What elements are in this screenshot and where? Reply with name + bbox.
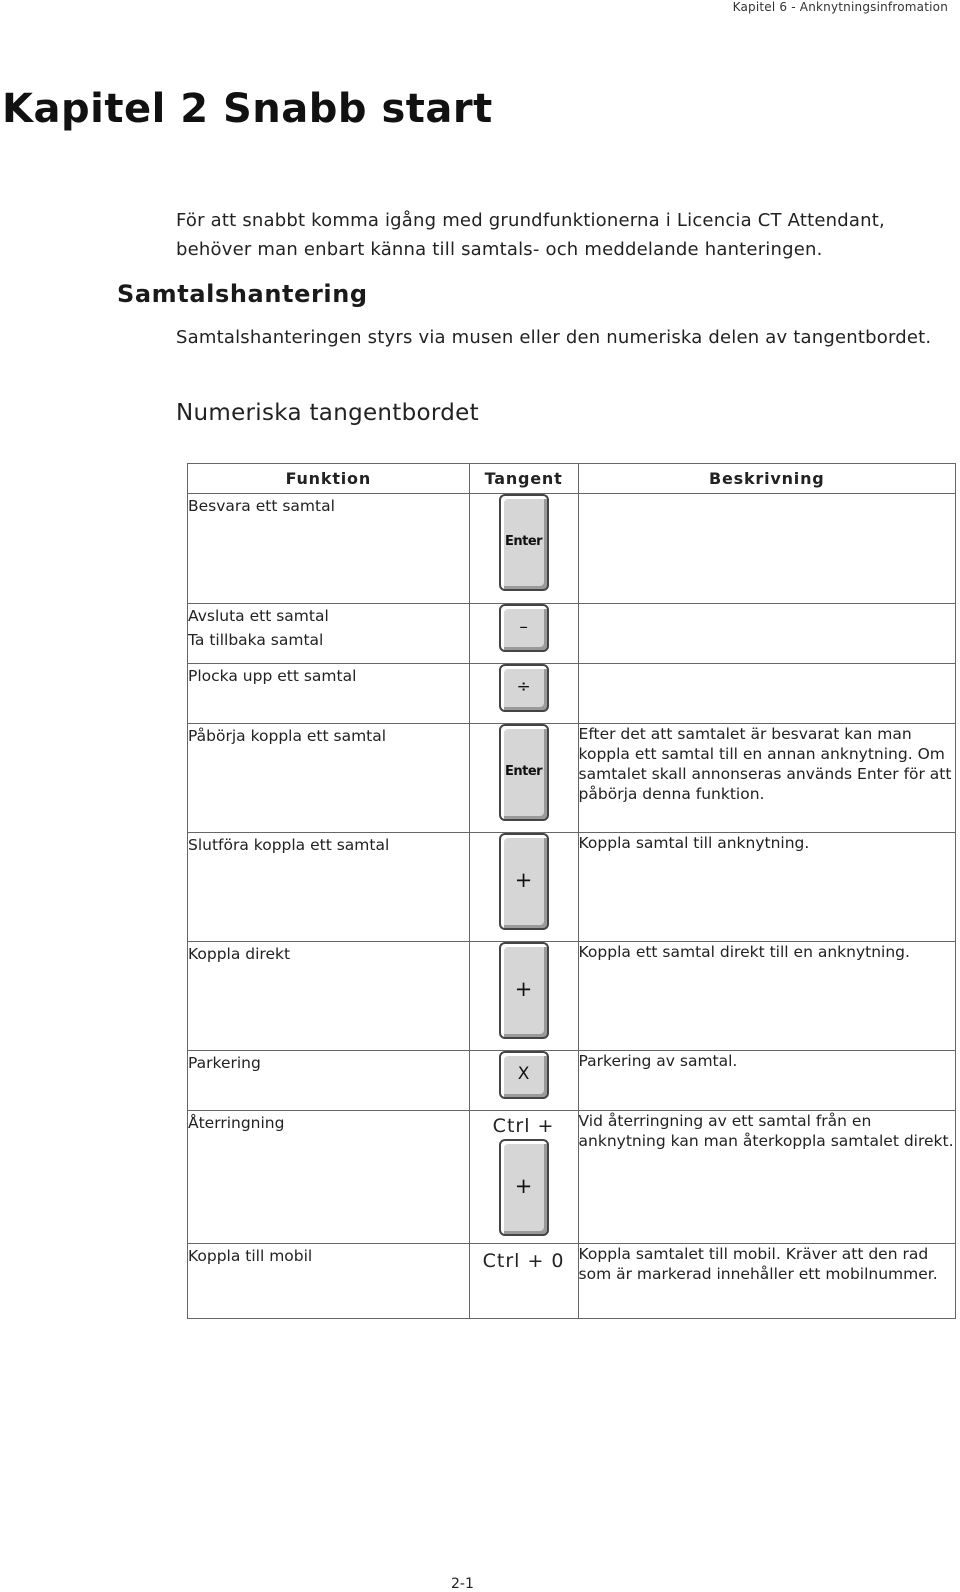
table-row: [188, 1244, 956, 1319]
running-header: Kapitel 6 - Anknytningsinfromation: [732, 0, 948, 14]
section-heading: Samtalshantering: [117, 280, 368, 308]
description-text: Parkering av samtal.: [578, 1052, 738, 1070]
function-label: Påbörja koppla ett samtal: [188, 727, 387, 745]
enter-key-icon: [499, 724, 549, 821]
enter-key-icon: [499, 494, 549, 591]
table-row: [188, 833, 956, 942]
description-cell: [578, 1111, 955, 1244]
description-text: Efter det att samtalet är besvarat kan man koppla ett samtal till en annan anknytning. Om samtalet skall annonseras används Enter för att påbörja denna funktion.: [578, 725, 952, 803]
table-row: [188, 1111, 956, 1244]
keypad-table: [187, 463, 956, 1319]
description-cell: [578, 1051, 955, 1111]
description-text: Koppla samtal till anknytning.: [578, 834, 810, 852]
function-label: Koppla till mobil: [188, 1247, 313, 1265]
key-cell: [469, 1244, 578, 1319]
function-cell: [188, 942, 470, 1051]
plus-key-icon: [499, 1139, 549, 1236]
key-label: Enter: [505, 764, 543, 779]
function-label: Plocka upp ett samtal: [188, 667, 357, 685]
plus-key-icon: [499, 833, 549, 930]
section-paragraph: Samtalshanteringen styrs via musen eller den numeriska delen av tangentbordet.: [176, 327, 932, 348]
table-row: [188, 664, 956, 724]
plus-key-icon: [499, 942, 549, 1039]
function-cell: [188, 664, 470, 724]
function-cell: [188, 494, 470, 604]
key-label: ÷: [516, 677, 531, 697]
key-label: +: [514, 1174, 533, 1198]
key-combo: Ctrl + 0: [482, 1250, 565, 1272]
header-description: Beskrivning: [578, 464, 955, 494]
page-number: 2-1: [451, 1576, 474, 1592]
description-cell: [578, 664, 955, 724]
description-text: Koppla ett samtal direkt till en anknytning.: [578, 943, 910, 961]
table-row: [188, 1051, 956, 1111]
table-row: [188, 494, 956, 604]
multiply-key-icon: [499, 1051, 549, 1099]
function-label: Slutföra koppla ett samtal: [188, 836, 390, 854]
function-cell: [188, 1111, 470, 1244]
chapter-title: Kapitel 2 Snabb start: [2, 86, 493, 132]
key-cell: [469, 833, 578, 942]
key-label: X: [517, 1064, 530, 1084]
function-label: Parkering: [188, 1054, 261, 1072]
table-header-row: [188, 464, 956, 494]
table-row: [188, 942, 956, 1051]
function-cell: [188, 724, 470, 833]
description-cell: [578, 1244, 955, 1319]
divide-key-icon: [499, 664, 549, 712]
table-row: [188, 724, 956, 833]
key-cell: [469, 942, 578, 1051]
function-label: Avsluta ett samtal: [188, 607, 329, 625]
key-cell: [469, 604, 578, 664]
intro-paragraph: För att snabbt komma igång med grundfunktionerna i Licencia CT Attendant, behöver man enbart känna till samtals- och meddelande hanteringen.: [176, 210, 885, 260]
function-label-secondary: Ta tillbaka samtal: [188, 631, 324, 649]
function-label: Koppla direkt: [188, 945, 291, 963]
description-cell: [578, 604, 955, 664]
description-text: Vid återringning av ett samtal från en anknytning kan man återkoppla samtalet direkt.: [578, 1112, 954, 1150]
header-function: Funktion: [188, 464, 470, 494]
function-label: Återringning: [188, 1114, 285, 1132]
key-label: +: [514, 868, 533, 892]
key-cell: [469, 664, 578, 724]
description-cell: [578, 494, 955, 604]
minus-key-icon: [499, 604, 549, 652]
header-key: Tangent: [469, 464, 578, 494]
description-text: Koppla samtalet till mobil. Kräver att den rad som är markerad innehåller ett mobilnummer.: [578, 1245, 938, 1283]
function-cell: [188, 1244, 470, 1319]
description-cell: [578, 942, 955, 1051]
key-label: Enter: [505, 534, 543, 549]
function-cell: [188, 833, 470, 942]
key-label: –: [519, 617, 528, 637]
key-cell: [469, 1051, 578, 1111]
function-cell: [188, 1051, 470, 1111]
description-cell: [578, 833, 955, 942]
key-cell: [469, 1111, 578, 1244]
subsection-heading: Numeriska tangentbordet: [176, 400, 479, 426]
key-combo-prefix: Ctrl +: [492, 1115, 555, 1137]
description-cell: [578, 724, 955, 833]
key-cell: [469, 494, 578, 604]
key-cell: [469, 724, 578, 833]
key-label: +: [514, 977, 533, 1001]
table-row: [188, 604, 956, 664]
function-label: Besvara ett samtal: [188, 497, 335, 515]
function-cell: [188, 604, 470, 664]
